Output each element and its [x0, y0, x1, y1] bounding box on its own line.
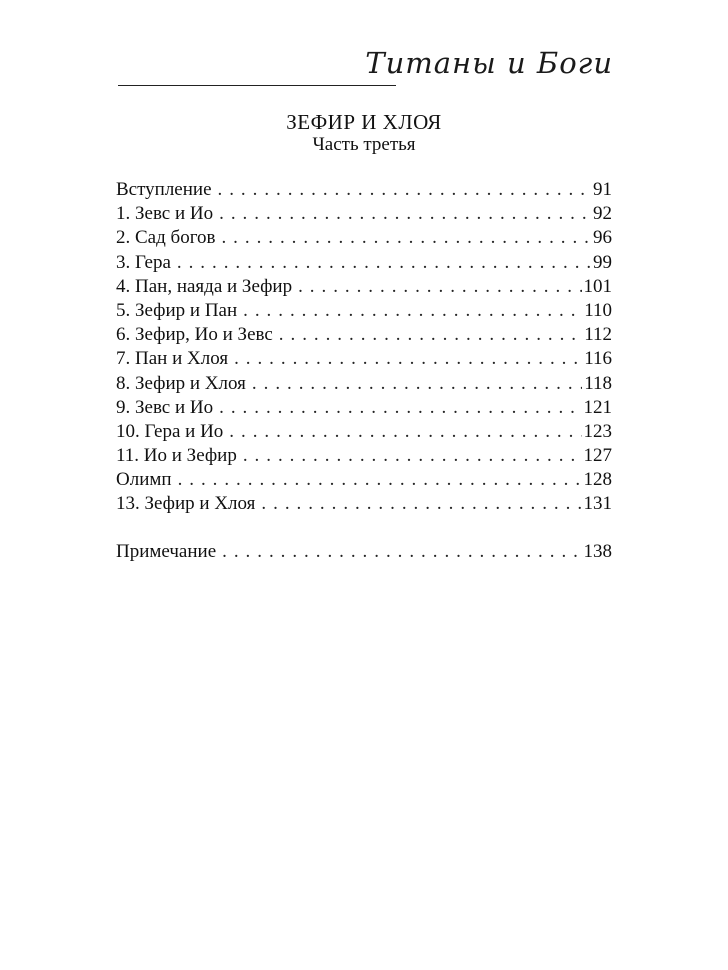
toc-entry-title: 8. Зефир и Хлоя [116, 372, 246, 394]
toc-entry-title: 3. Гера [116, 251, 171, 273]
toc-entry [116, 444, 612, 468]
toc-entry-page: 112 [584, 324, 612, 346]
toc-entry-title: 11. Ио и Зефир [116, 445, 237, 467]
toc-entry [116, 420, 612, 444]
toc-entry-page: 127 [583, 445, 612, 467]
toc-entry [116, 202, 612, 226]
toc-entry-title: Олимп [116, 469, 172, 491]
running-head-title: Титаны и Боги [365, 46, 613, 80]
toc-entry-page: 99 [593, 251, 612, 273]
toc-entry-page: 138 [583, 540, 612, 562]
toc-entry-title: 2. Сад богов [116, 227, 216, 249]
toc-entry [116, 468, 612, 492]
dot-leader [298, 275, 581, 299]
toc-entry-title: 1. Зевс и Ио [116, 203, 214, 225]
toc-entry-page: 121 [583, 396, 612, 418]
dot-leader [221, 226, 591, 250]
dot-leader [252, 372, 582, 396]
toc-entry-page: 116 [584, 348, 612, 370]
toc-entry [116, 226, 612, 250]
dot-leader [261, 492, 581, 516]
dot-leader [234, 347, 582, 371]
toc-entry-page: 101 [583, 275, 612, 297]
dot-leader [243, 444, 582, 468]
dot-leader [219, 396, 581, 420]
dot-leader [219, 202, 591, 226]
toc-entry-title: 7. Пан и Хлоя [116, 348, 229, 370]
toc-entry [116, 347, 612, 371]
toc-entry-title: Вступление [116, 179, 212, 200]
running-head [118, 44, 613, 94]
toc-entry-page: 91 [593, 179, 612, 200]
toc-entry-title: 10. Гера и Ио [116, 420, 224, 442]
toc-entry-page: 128 [583, 469, 612, 491]
toc-entry-title: 9. Зевс и Ио [116, 396, 214, 418]
toc-entry-title: 13. Зефир и Хлоя [116, 493, 256, 515]
dot-leader [178, 468, 582, 492]
dot-leader [177, 251, 591, 275]
toc-entry-title: 6. Зефир, Ио и Зевс [116, 324, 273, 346]
dot-leader [243, 299, 582, 323]
toc-entry [116, 492, 612, 516]
toc-entry-page: 92 [593, 203, 612, 225]
toc-entry-appendix [116, 540, 612, 564]
toc-entry [116, 299, 612, 323]
toc-entry-page: 96 [593, 227, 612, 249]
dot-leader [218, 178, 591, 202]
toc-entry-page: 118 [584, 372, 612, 394]
toc-entry [116, 275, 612, 299]
toc-entry [116, 323, 612, 347]
section-title: ЗЕФИР И ХЛОЯ [286, 110, 442, 134]
table-of-contents [116, 178, 612, 564]
toc-entry-page: 123 [583, 420, 612, 442]
toc-entry-page: 131 [583, 493, 612, 515]
toc-entry [116, 251, 612, 275]
section-subtitle: Часть третья [312, 134, 416, 155]
toc-entry [116, 372, 612, 396]
toc-spacer [116, 517, 612, 540]
dot-leader [279, 323, 582, 347]
toc-entry-page: 110 [584, 299, 612, 321]
dot-leader [222, 540, 581, 564]
dot-leader [229, 420, 581, 444]
toc-entry-title: Примечание [116, 540, 217, 562]
header-rule [118, 85, 396, 86]
toc-entry [116, 396, 612, 420]
toc-entry [116, 178, 612, 202]
toc-entry-title: 5. Зефир и Пан [116, 299, 238, 321]
toc-entry-title: 4. Пан, наяда и Зефир [116, 275, 293, 297]
